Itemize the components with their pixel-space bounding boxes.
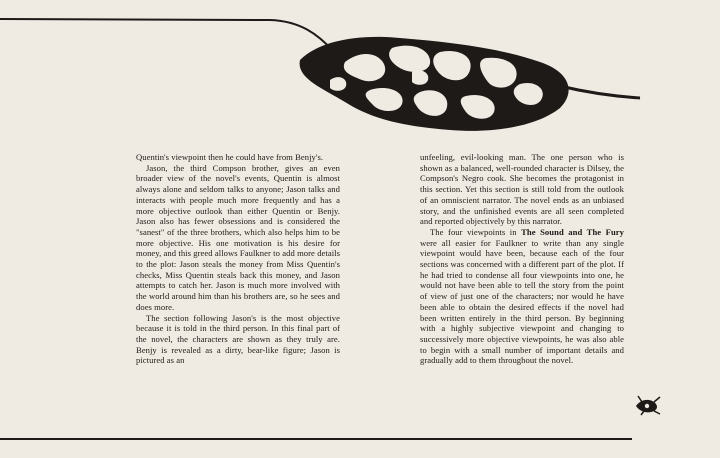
paragraph: unfeeling, evil-looking man. The one person who is shown as a balanced, well-rounded character is Dilsey, the Compson's Negro cook. She becomes the protagonist in this section. Yet this section is still told from the outlook of an omniscient narrator. The novel ends as an unbiased story, and the unfinished events are all seen completed and reported objectively by this narrator. [420,152,624,227]
paragraph-text: The four viewpoints in [430,226,522,237]
text-column-left [136,152,340,366]
text-column-right [420,152,624,366]
paragraph: Quentin's viewpoint then he could have from Benjy's. [136,152,324,162]
paragraph: The section following Jason's is the most objective because it is told in the third person. In this final part of the novel, the characters are shown as they truly are. Benjy is revealed as a dirty, bear-like figure; Jason is pictured as an [136,312,340,366]
insect-end-mark-icon [632,394,662,416]
paragraph-text: were all easier for Faulkner to write than any single viewpoint would have been, because each of the four sections was concerned with a different part of the plot. If he had tried to condense all four viewpoints into one, he would not have been able to tell the story from the point of view of just one of the characters; nor would he have been able to obtain the desired effects if the novel had been written entirely in the third person. By beginning with a highly subjective viewpoint and changing to successively more objective viewpoints, he was also able to begin with a small number of important details and gradually add to them throughout the novel. [420,237,624,366]
header-illustration [0,0,720,160]
book-title: The Sound and The Fury [521,226,624,237]
paragraph [420,227,624,366]
paragraph: Jason, the third Compson brother, gives an even broader view of the novel's events, Quentin is almost always alone and seldom talks to anyone; Jason talks and interacts with people much more frequently and has a more objective outlook than either Quentin or Benjy. Jason also has fewer obsessions and is considered the "sanest" of the three brothers, which also helps him to be more objective. His one motivation is his desire for money, and this greed allows Faulkner to add more details to the plot: Jason steals the money from Miss Quentin's checks, Miss Quentin steals back this money, and Jason attempts to catch her. Jason is much more involved with the world around him than his brothers are, so he sees and does more. [136,162,340,312]
bottom-rule [0,438,632,440]
